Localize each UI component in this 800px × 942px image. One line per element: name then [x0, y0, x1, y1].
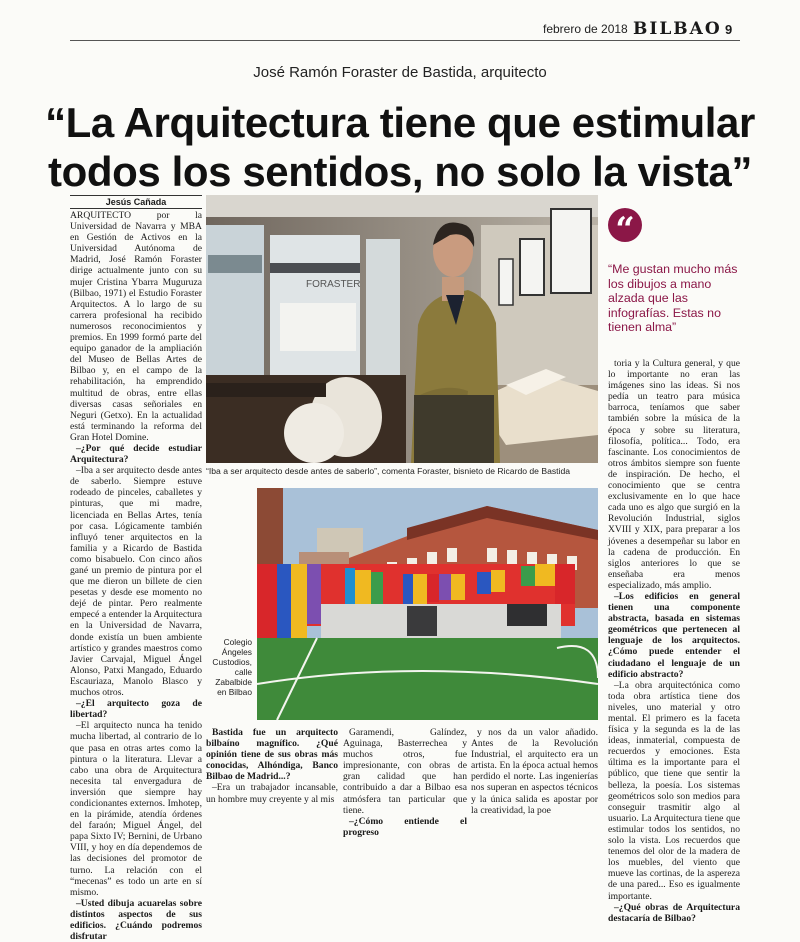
- quote-marks-icon: “: [608, 208, 642, 242]
- school-building-illustration: [257, 488, 598, 720]
- body-paragraph: Garamendi, Galíndez, Aguinaga, Basterrechea y muchos otros, fue impresionante, con obras de gran calidad que han contribuido a dar a Bilbao esa atmósfera tan particular que tiene.: [343, 727, 467, 816]
- interview-question: –¿El arquitecto goza de libertad?: [70, 698, 202, 721]
- office-sign-text: FORASTER: [306, 279, 361, 290]
- article-column-3: [343, 727, 467, 838]
- architect-portrait-photo: [206, 195, 598, 463]
- interview-question: –¿Cómo entiende el progreso: [343, 815, 467, 838]
- header-rule: [70, 40, 740, 41]
- school-building-photo: [257, 488, 598, 720]
- body-paragraph: –Era un trabajador incansable, un hombre muy creyente y al mis: [206, 782, 338, 805]
- interview-question: Bastida fue un arquitecto bilbaíno magnífico. ¿Qué opinión tiene de sus obras más conocidas, Alhóndiga, Banco Bilbao de Madrid...?: [206, 727, 338, 783]
- body-paragraph: y nos da un valor añadido. Antes de la Revolución Industrial, el arquitecto era un artista. En la época actual hemos perdido el norte. Las ingenierías nos superan en aspectos técnicos y la única salida es apostar por la creatividad, la poe: [471, 727, 598, 816]
- publication-name: BILBAO: [633, 19, 722, 39]
- article-kicker: José Ramón Foraster de Bastida, arquitecto: [253, 64, 547, 81]
- byline: Jesús Cañada: [70, 195, 202, 209]
- body-paragraph: toria y la Cultura general, y que lo importante no eran las imágenes sino las ideas. Si nos pedía un teatro para música barroca, teníamos que saber también sobre la música de la época y sobre su literatura, filosofía, política... Todo, era fascinante. Los conocimientos de otros ámbitos siempre son fuente de inspiración. De hecho, el conocimiento que se centra exclusivamente en lo que hace cada uno es algo que surgió en la Revolución Industrial, siglos XVIII y XIX, para preparar a los jóvenes a desempeñar su labor en la cadena de producción. En siglos anteriores lo que se enseñaba era menos especializado, más amplio.: [608, 358, 740, 591]
- article-column-5: [608, 358, 740, 924]
- article-column-1: [70, 210, 202, 942]
- interview-question: –¿Qué obras de Arquitectura destacaría de Bilbao?: [608, 901, 740, 924]
- headline-line-2: todos los sentidos, no solo la vista”: [48, 148, 752, 195]
- body-paragraph: –La obra arquitectónica como toda obra artística tiene dos niveles, uno material y otro mental. El primero es la faceta física y la segunda es la de las ideas, inmaterial, compuesta de recuerdos y emociones. Esta última es la importante para el público, que tiene que sentir la belleza, la poesía. Los sistemas geométricos solo son medios para conseguir trasmitir algo al usuario. La Arquitectura tiene que estimular todos los sentidos, no solo la vista. Los recuerdos que tenemos del olor de la madera de los muebles, del viento que mueve las cortinas, de la aspereza de una pared... Eso es igualmente importante.: [608, 679, 740, 902]
- interview-question: –Los edificios en general tienen una componente abstracta, basada en sistemas geométricos que pertenecen al lenguaje de los arquitectos. ¿Cómo puede entender el ciudadano el lenguaje de un edificio abstracto?: [608, 590, 740, 680]
- article-headline: [0, 98, 800, 196]
- headline-line-1: “La Arquitectura tiene que estimular: [45, 99, 755, 146]
- body-paragraph: –El arquitecto nunca ha tenido mucha libertad, al contrario de lo que pasa en otras artes como la pintura o la literatura. Llevar a cabo una obra de Arquitectura necesita tal envergadura de inversión que siempre hay condicionantes externos. Imhotep, en la pirámide, atendía órdenes del faraón; Miguel Ángel, del papa Sixto IV; Bernini, de Urbano VIII, y hoy en día dependemos de las decisiones del promotor de turno. La relación con el “mecenas” es todo un arte en sí mismo.: [70, 720, 202, 898]
- issue-date: febrero de 2018: [543, 22, 628, 36]
- article-column-4: [471, 727, 598, 816]
- body-paragraph: –Iba a ser arquitecto desde antes de saberlo. Siempre estuve rodeado de pinceles, caballetes y pinturas, que mi madre, licenciada en Bellas Artes, tenía por casa. Lógicamente también influyó tener arquitectos en la familia y a Ricardo de Bastida como bisabuelo. Con cinco años gané un premio de pintura por el que me dieron un billete de cien pesetas y desde ese momento no dejé de pintar. Pero realmente empecé a entender la Arquitectura en la Universidad de Navarra, donde existía un buen ambiente artístico y grandes maestros como Javier Carvajal, Miguel Ángel Alonso, Patxi Mangado, Eduardo Escauriaza, Manolo Blasco y muchos otros.: [70, 465, 202, 699]
- main-photo-caption: “Iba a ser arquitecto desde antes de saberlo”, comenta Foraster, bisnieto de Ricardo de Bastida: [206, 466, 571, 476]
- interview-question: –Usted dibuja acuarelas sobre distintos aspectos de sus edificios. ¿Cuándo podremos disfrutar: [70, 897, 202, 942]
- article-column-2: [206, 727, 338, 805]
- office-illustration: [206, 195, 598, 463]
- interview-question: –¿Por qué decide estudiar Arquitectura?: [70, 442, 202, 466]
- building-photo-caption: Colegio Ángeles Custodios, calle Zabalbide en Bilbao: [212, 637, 252, 697]
- pull-quote: “Me gustan mucho más los dibujos a mano alzada que las infografías. Estas no tienen alma”: [608, 262, 738, 334]
- body-paragraph: ARQUITECTO por la Universidad de Navarra y MBA en Gestión de Activos en la Universidad Autónoma de Madrid, José Ramón Foraster dirige actualmente junto con su mujer Cristina Ybarra Muguruza (Bilbao, 1971) el Estudio Foraster Arquitectos. A lo largo de su carrera profesional ha recibido numerosos reconocimientos y premios. En 1999 formó parte del equipo ganador de la ampliación del Museo de Bellas Artes de Bilbao y, en el campo de la rehabilitación, ha emprendido multitud de obras, entre ellas diversas casas señoriales en Neguri (Getxo). En la actualidad está terminando la reforma del Gran Hotel Domine.: [70, 210, 202, 443]
- page-number: 9: [725, 22, 733, 37]
